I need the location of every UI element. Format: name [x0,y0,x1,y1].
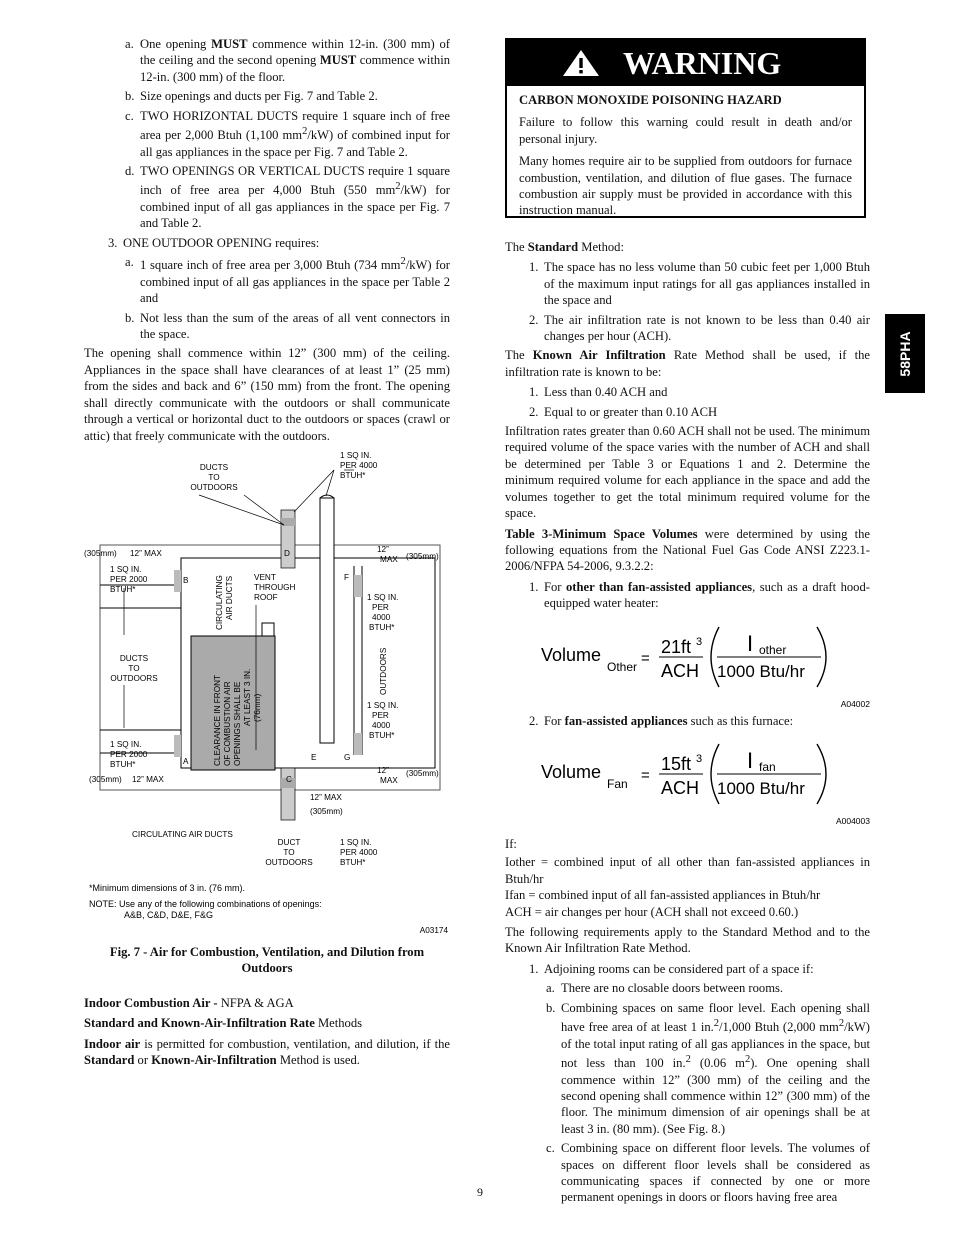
eq2-sup: 3 [696,752,703,765]
eq2-volume: Volume [541,761,602,782]
eq2-den: ACH [661,777,700,798]
fig-sq-g-3: 4000 [372,720,391,730]
figure-7-caption: Fig. 7 - Air for Combustion, Ventilation, and Dilution from Outdoors [109,944,425,976]
opening-paragraph: The opening shall commence within 12” (300 mm) of the ceiling. Appliances in the space shall have clearances of at least 1” (25 mm) from the sides and back and 6” (150 mm) from the front. The opening shall directly communicate with the outdoors or shall communicate through a vertical or horizontal duct to the outdoors or spaces (crawl or attic) that freely communicate with the outdoors. [84,346,450,443]
svg-text:1 SQ IN.PER4000BTUH* [367,701,398,740]
fig-circulating-air-ducts: CIRCULATING AIR DUCTS [132,829,233,839]
list-item-2a: a. One opening MUST commence within 12-in. (300 mm) of the ceiling and the second opening MUST commence within 12-in. (300 mm) of the floor. [125,37,450,84]
figure-7-diagram [84,450,450,940]
fig-circ-v-1: CIRCULATING [215,575,224,630]
fig-note-2: A&B, C&D, D&E, F&G [124,909,214,920]
fig-ducts-left-3: OUTDOORS [110,673,158,683]
fig-sq-a-3: BTUH* [110,759,136,769]
fig-footnote: *Minimum dimensions of 3 in. (76 mm). [89,882,246,893]
fig-letter-d: D [284,548,290,558]
indoor-air-paragraph: Indoor air is permitted for combustion, ventilation, and dilution, if the Standard or Known-Air-Infiltration Method is used. [84,1036,451,1067]
list-item-2b: b. Size openings and ducts per Fig. 7 and Table 2. [125,89,378,104]
fig-sq-top-3: BTUH* [340,470,366,480]
fig-sq-top-1: 1 SQ IN. [340,450,372,460]
fig-ducts-top-1: DUCTS [199,462,229,472]
svg-text:CIRCULATINGAIR DUCTS [215,575,234,630]
fig-sq-g-2: PER [372,710,389,720]
eq1-code: A04002 [840,698,870,709]
right-column [505,239,870,1209]
indoor-combustion-heading: Indoor Combustion Air - NFPA & AGA [84,995,294,1010]
standard-item-1: 1. The space has no less volume than 50 cubic feet per 1,000 Btuh of the maximum input ratings for all gas appliances installed in the space and [529,260,870,308]
svg-text:1 SQ IN.PER4000BTUH* [367,593,398,632]
fig-sq-f-3: 4000 [372,612,391,622]
fig-12max-tr-2: MAX [380,554,398,564]
warning-p1: Failure to follow this warning could result in death and/or personal injury. [519,115,852,146]
adjoining-item-1a: a. There are no closable doors between rooms. [546,981,784,996]
following-paragraph: The following requirements apply to the Standard Method and to the Known Air Infiltration Rate Method. [505,924,870,956]
fig-12max-tl: 12” MAX [130,548,162,558]
fig-circ-v-2: AIR DUCTS [225,575,234,620]
fig-letter-g: G [344,752,351,762]
fig-outdoors-v: OUTDOORS [379,647,388,695]
fig-clear-4: AT LEAST 3 IN. [243,668,252,726]
eq1-num: 21ft [661,636,692,657]
fig-305mm-bl: (305mm) [89,774,122,784]
ifan-def: Ifan = combined input of all fan-assisted appliances in Btuh/hr [505,888,821,903]
eq1-sup: 3 [696,635,703,648]
warning-triangle-icon [561,48,601,78]
standard-methods-heading: Standard and Known-Air-Infiltration Rate Methods [84,1016,363,1031]
svg-text:1 SQ IN.PER 4000BTUH* [340,451,378,480]
if-label: If: [505,836,517,851]
list-item-3a: a. 1 square inch of free area per 3,000 Btuh (734 $mm^2/kW$) for combined input of all gas appliances in the space per Table 2 and [125,255,450,306]
known-item-2: 2. Equal to or greater than 0.10 ACH [529,404,718,419]
fig-duct-bottom-2: TO [283,847,295,857]
svg-text:DUCTSTOOUTDOORS [110,654,158,683]
table3-paragraph: Table 3-Minimum Space Volumes were determined by using the following equations from the National Fuel Gas Code ANSI Z223.1-2006/NFPA 54-2006, 9.3.2.2: [505,526,870,574]
eq1-isub: other [759,642,787,657]
fig-code: A03174 [419,925,448,935]
equation-2-item: 2. For fan-assisted appliances such as this furnace: [529,713,794,728]
fig-12max-bl: 12” MAX [132,774,164,784]
fig-sq-a-1: 1 SQ IN. [110,739,142,749]
eq1-equals: = [641,649,650,667]
warning-p2: Many homes require air to be supplied from outdoors for furnace combustion, ventilation, and dilution of flue gases. The furnace combustion air supply must be provided in accordance with this instruction manual. [519,154,852,218]
ach-def: ACH = air changes per hour (ACH shall not exceed 0.60.) [505,904,799,919]
eq1-i: I [747,630,754,656]
fig-305mm-tr: (305mm) [406,551,439,561]
fig-sq-g-1: 1 SQ IN. [367,700,399,710]
left-column [84,36,450,1072]
eq2-i: I [747,747,754,773]
fig-clear-2: OF COMBUSTION AIR [223,681,232,766]
eq2-den2: 1000 Btu/hr [717,778,805,798]
fig-letter-f: F [344,572,350,582]
fig-letter-a: A [183,756,189,766]
fig-ducts-top-3: OUTDOORS [190,482,238,492]
list-item-3: 3. ONE OUTDOOR OPENING requires: [108,235,320,250]
warning-hazard: CARBON MONOXIDE POISONING HAZARD [519,93,782,107]
warning-header [507,40,864,86]
fig-sq-bottom-3: BTUH* [340,857,366,867]
eq1-sub: Other [607,659,638,674]
eq2-code: A004003 [835,815,870,826]
fig-sq-bottom-1: 1 SQ IN. [340,837,372,847]
eq1-den2: 1000 Btu/hr [717,661,805,681]
fig-sq-g-4: BTUH* [369,730,395,740]
svg-text:DUCTTOOUTDOORS [265,838,313,867]
fig-12max-br-1: 12” [377,765,389,775]
fig-sq-a-2: PER 2000 [110,749,148,759]
list-item-3b: b. Not less than the sum of the areas of all vent connectors in the space. [125,310,450,342]
warning-body [507,86,864,219]
page-number: 9 [477,1185,483,1199]
fig-vent-1: VENT [254,572,276,582]
list-item-2c: c. TWO HORIZONTAL DUCTS require 1 square inch of free area per 2,000 Btuh (1,100 $mm^2/kW$) of combined input for all gas appliances in the space per Fig. 7 and Table 2. [125,108,450,159]
svg-text:1 SQ IN.PER 2000BTUH* [110,740,148,769]
fig-letter-b: B [183,575,189,585]
fig-duct-bottom-1: DUCT [277,837,301,847]
fig-sq-f-1: 1 SQ IN. [367,592,399,602]
svg-text:DUCTSTOOUTDOORS [190,463,238,492]
fig-12max-br-2: MAX [380,775,398,785]
adjoining-item-1: 1. Adjoining rooms can be considered part of a space if: [529,961,814,976]
list-item-2d: d. TWO OPENINGS OR VERTICAL DUCTS require 1 square inch of free area per 4,000 Btuh (550 $mm^2/kW$) for combined input of all gas appliances in the space per Fig. 7 and Table 2. [125,164,450,231]
fig-sq-b-3: BTUH* [110,584,136,594]
fig-sq-f-2: PER [372,602,389,612]
fig-12max-tr-1: 12” [377,544,389,554]
standard-intro: The Standard Method: [505,240,624,254]
equation-2-graphic [505,732,870,830]
eq1-volume: Volume [541,644,602,665]
fig-12max-bc: 12” MAX [310,792,342,802]
svg-text:12”MAX [377,545,398,564]
side-tab-model: 58PHA [885,314,925,393]
eq2-sub: Fan [607,776,628,791]
fig-vent-3: ROOF [254,592,278,602]
fig-305mm-tl: (305mm) [84,548,117,558]
eq1-den: ACH [661,660,700,681]
fig-ducts-left-1: DUCTS [119,653,149,663]
equation-1-item: 1. For other than fan-assisted appliances, such as a draft hood-equipped water heater: [529,579,870,611]
svg-text:VENTTHROUGHROOF [254,573,295,602]
equation-1 [505,615,870,713]
adjoining-item-1c: c. Combining space on different floor levels. The volumes of spaces on different floor levels shall be considered as communicating spaces if connected by one or more permanent openings in doors or floors having free area [546,1141,870,1205]
fig-clear-3: OPENINGS SHALL BE [233,681,242,766]
fig-305mm-br: (305mm) [406,768,439,778]
fig-ducts-top-2: TO [208,472,220,482]
fig-305mm-bc: (305mm) [310,806,343,816]
equation-1-graphic [505,615,870,713]
fig-sq-f-4: BTUH* [369,622,395,632]
eq2-isub: fan [759,759,776,774]
fig-sq-top-2: PER 4000 [340,460,378,470]
known-item-1: 1. Less than 0.40 ACH and [529,385,668,400]
fig-letter-c: C [286,774,292,784]
svg-text:1 SQ IN.PER 4000BTUH* [340,838,378,867]
known-intro: The Known Air Infiltration Rate Method shall be used, if the infiltration rate is known to be: [505,348,870,379]
infiltration-paragraph: Infiltration rates greater than 0.60 ACH shall not be used. The minimum required volume of the space varies with the number of ACH and shall be determined per Table 3 or Equations 1 and 2. Determine the minimum required volume for each appliance in the space and add the volumes together to get the total minimum required volume for the space. [505,424,870,521]
fig-sq-bottom-2: PER 4000 [340,847,378,857]
equation-2 [505,732,870,830]
fig-vent-2: THROUGH [254,582,296,592]
fig-note-1: NOTE: Use any of the following combinations of openings: [89,898,322,909]
eq2-num: 15ft [661,753,692,774]
warning-box [505,38,866,218]
fig-clear-1: CLEARANCE IN FRONT [213,674,222,766]
warning-title: WARNING [623,44,782,81]
eq2-equals: = [641,766,650,784]
fig-clear-5: (76mm) [253,693,262,722]
iother-def: Iother = combined input of all other than fan-assisted appliances in Btuh/hr [505,855,870,886]
fig-sq-b-2: PER 2000 [110,574,148,584]
fig-sq-b-1: 1 SQ IN. [110,564,142,574]
svg-text:1 SQ IN.PER 2000BTUH* [110,565,148,594]
fig-ducts-left-2: TO [128,663,140,673]
svg-text:12”MAX [377,766,398,785]
standard-item-2: 2. The air infiltration rate is not known to be less than 0.40 air changes per hour (ACH). [529,312,870,344]
fig-duct-bottom-3: OUTDOORS [265,857,313,867]
fig-letter-e: E [311,752,317,762]
adjoining-item-1b: b. Combining spaces on same floor level. Each opening shall have free area of at least 1 in.$^2$/1,000 Btuh (2,000 $mm^2/kW$) of the total input rating of all gas appliances in the space, but not less than 100 in.$^2$ (0.06 $m^2$). One opening shall commence within 12” (300 mm) of the ceiling and the second opening shall commence within 12” (300 mm) of the floor. The minimum dimension of air openings shall be at least 3 in. (80 mm). (See Fig. 8.) [546,1000,870,1136]
